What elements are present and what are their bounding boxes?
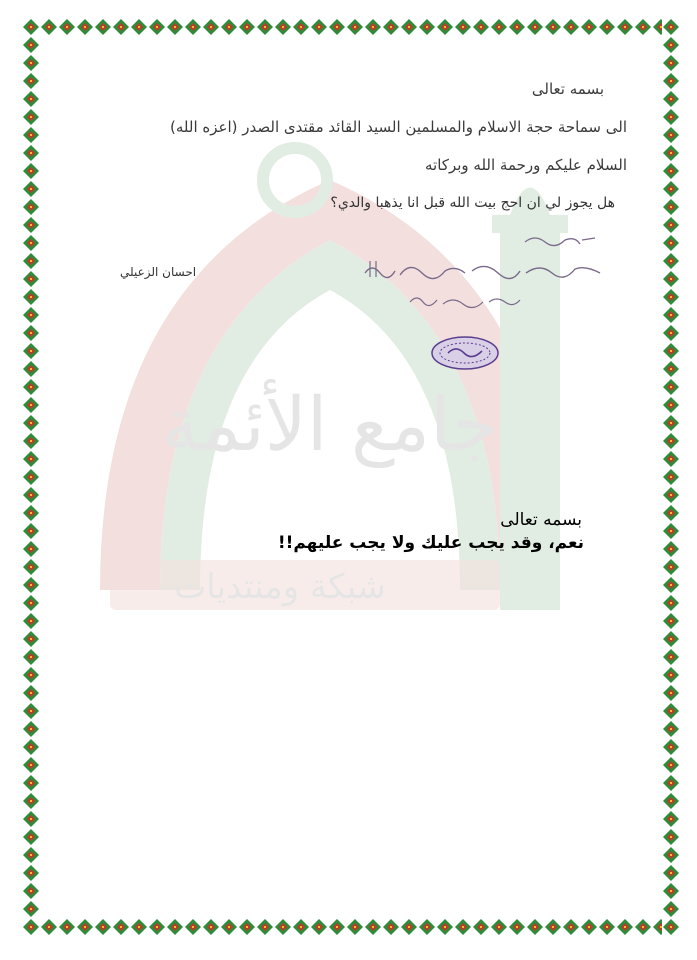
sender-name: احسان الزعيلي (120, 265, 197, 279)
office-seal-stamp (430, 335, 500, 371)
handwritten-date (405, 290, 525, 310)
watermark-subtitle: شبكة ومنتديات (174, 567, 386, 607)
decorative-border-bottom (22, 918, 680, 936)
question-addressee: الى سماحة حجة الاسلام والمسلمين السيد القائد مقتدى الصدر (اعزه الله) (170, 118, 627, 136)
decorative-border-left (22, 18, 40, 936)
question-text: هل يجوز لي ان احج بيت الله قبل انا يذهبا والدي؟ (330, 195, 615, 211)
answer-header: بسمه تعالى (500, 510, 582, 530)
decorative-border-top (22, 18, 680, 36)
handwritten-answer (360, 255, 610, 283)
answer-text: نعم، وقد يجب عليك ولا يجب عليهم!! (277, 533, 584, 553)
watermark-title: جامع الأئمة (161, 382, 499, 468)
decorative-border-right (662, 18, 680, 936)
question-header: بسمه تعالى (531, 80, 604, 98)
question-greeting: السلام عليكم ورحمة الله وبركاته (425, 156, 627, 174)
handwritten-heading (520, 230, 600, 250)
